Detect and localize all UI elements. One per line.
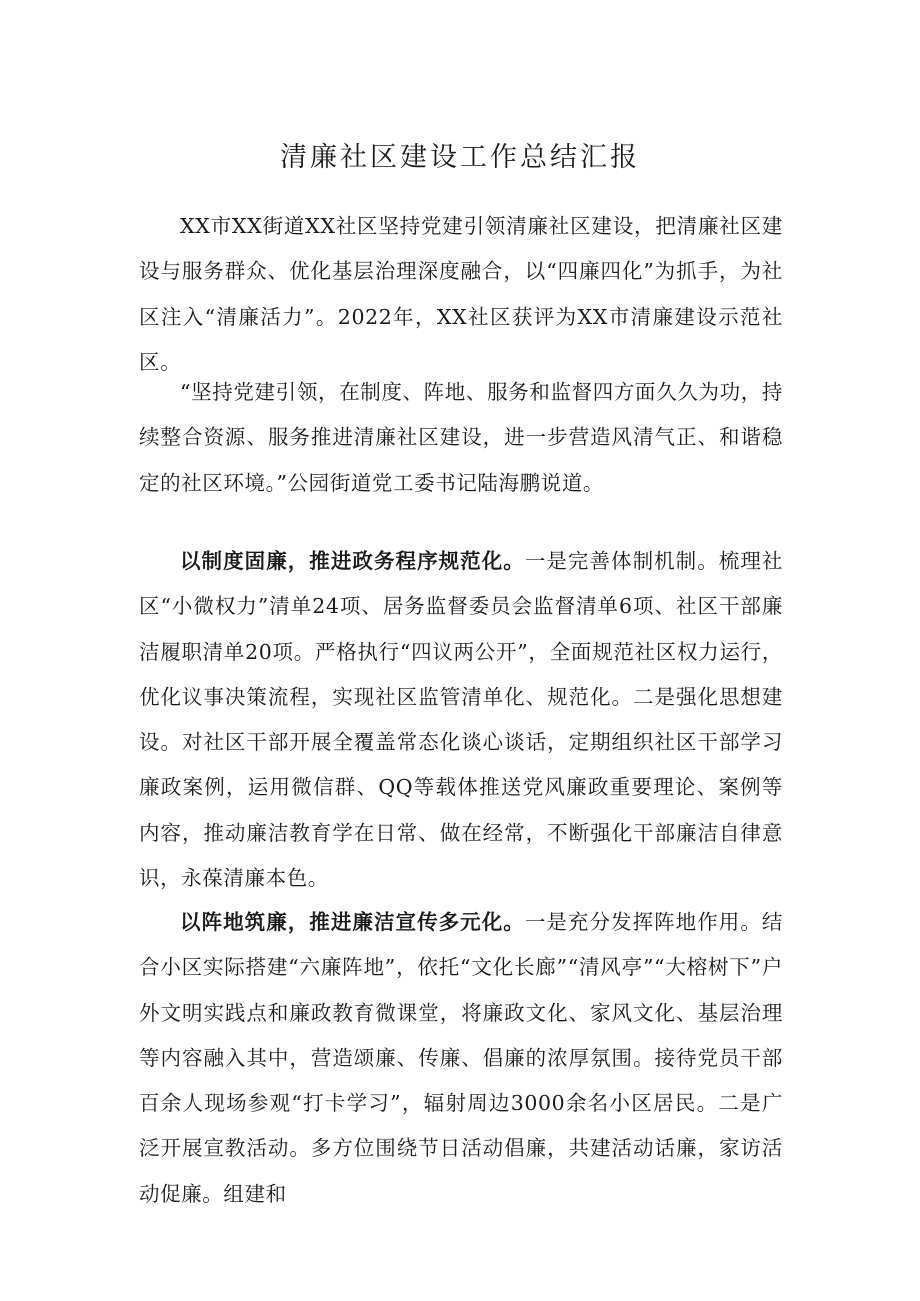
paragraph-position [139, 900, 783, 1217]
paragraph-lead-heading: 以制度固廉，推进政务程序规范化。 [180, 549, 525, 573]
paragraph-text: 一是充分发挥阵地作用。结合小区实际搭建“六廉阵地”，依托“文化长廊”“清风亭”“大榕树下”户外文明实践点和廉政教育微课堂，将廉政文化、家风文化、基层治理等内容融入其中，营造颂廉、传廉、倡廉的浓厚氛围。接待党员干部百余人现场参观“打卡学习”，辐射周边3000余名小区居民。二是广泛开展宣教活动。多方位围绕节日活动倡廉，共建活动话廉，家访活动促廉。组建和 [139, 910, 783, 1206]
paragraph-text: 一是完善体制机制。梳理社区“小微权力”清单24项、居务监督委员会监督清单6项、社区干部廉洁履职清单20项。严格执行“四议两公开”，全面规范社区权力运行，优化议事决策流程，实现社区监管清单化、规范化。二是强化思想建设。对社区干部开展全覆盖常态化谈心谈话，定期组织社区干部学习廉政案例，运用微信群、QQ等载体推送党风廉政重要理论、案例等内容，推动廉洁教育学在日常、做在经常，不断强化干部廉洁自律意识，永葆清廉本色。 [139, 549, 783, 891]
paragraph-intro [139, 204, 783, 385]
document-title: 清廉社区建设工作总结汇报 [280, 142, 640, 173]
paragraph-text: XX市XX街道XX社区坚持党建引领清廉社区建设，把清廉社区建设与服务群众、优化基层治理深度融合，以“四廉四化”为抓手，为社区注入“清廉活力”。2022年，XX社区获评为XX市清廉建设示范社区。 [139, 214, 783, 374]
paragraph-lead-heading: 以阵地筑廉，推进廉洁宣传多元化。 [180, 910, 525, 934]
paragraph-quote [139, 370, 783, 506]
paragraph-text: “坚持党建引领，在制度、阵地、服务和监督四方面久久为功，持续整合资源、服务推进清廉社区建设，进一步营造风清气正、和谐稳定的社区环境。”公园街道党工委书记陆海鹏说道。 [139, 380, 783, 495]
paragraph-system [139, 539, 783, 901]
